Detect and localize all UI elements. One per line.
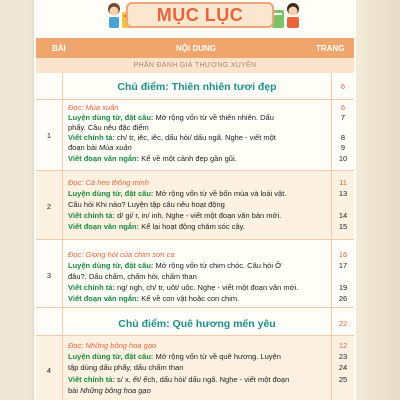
lesson-line: Đọc: Mùa xuân <box>68 103 119 112</box>
topic-row <box>36 308 354 335</box>
topic-page: 6 <box>340 82 346 91</box>
line-page: 16 <box>338 250 348 259</box>
lesson-line: Viết chính tả: d/ gi/ r, in/ inh. Nghe - viết một đoạn văn bản mới. <box>68 211 282 220</box>
line-page: 11 <box>339 178 347 187</box>
lesson-line: Viết đoạn văn ngắn: Kể lại hoạt động chăm sóc cây. <box>68 222 245 231</box>
section-band: PHẦN ĐÁNH GIÁ THƯỜNG XUYÊN <box>36 58 354 73</box>
line-page: 19 <box>338 283 348 292</box>
line-page: 9 <box>340 143 346 152</box>
lesson-line: phẩy. Câu nêu đặc điểm <box>68 123 149 132</box>
lesson-number: 4 <box>46 366 52 375</box>
line-page: 26 <box>338 294 348 303</box>
lesson-line: Viết đoạn văn ngắn: Kể về con vật hoặc con chim. <box>68 294 240 303</box>
line-page: 17 <box>338 261 348 270</box>
line-page: 14 <box>338 211 348 220</box>
lesson-line: Đọc: Giọng hót của chim sơn ca <box>68 250 175 259</box>
header-num: BÀI <box>52 44 66 53</box>
lesson-line: tập dùng dấu phẩy, dấu chấm than <box>68 363 184 372</box>
line-page: 24 <box>338 363 348 372</box>
lesson-line: bài Những bông hoa gạo <box>68 386 151 395</box>
page-edge <box>356 0 400 400</box>
header-content: NỘI DUNG <box>176 44 216 53</box>
lesson-line: Luyện dùng từ, đặt câu: Mở rộng vốn từ về bốn mùa và loài vật. <box>68 189 287 198</box>
line-page: 13 <box>338 189 348 198</box>
lesson-line: Viết chính tả: ng/ ngh, ch/ tr, uôt/ uôc. Nghe - viết một đoạn văn mới. <box>68 283 299 292</box>
lesson-row <box>36 336 354 400</box>
toc-page <box>34 0 356 400</box>
line-page: 6 <box>340 103 346 112</box>
table-header <box>36 38 354 58</box>
topic-title: Chủ điểm: Thiên nhiên tươi đẹp <box>117 81 277 93</box>
lesson-line: Đọc: Cá heo thông minh <box>68 178 149 187</box>
lesson-line: Viết chính tả: s/ x, ết/ ếch, dấu hỏi/ dấu ngã. Nghe - viết một đoạn <box>68 375 290 384</box>
lesson-line: Viết chính tả: ch/ tr, iêc, iêc, dấu hỏi/ dấu ngã. Nghe - viết một <box>68 133 276 142</box>
topic-row <box>36 73 354 99</box>
line-page: 8 <box>340 133 346 142</box>
line-page: 23 <box>338 352 348 361</box>
topic-page: 22 <box>338 319 348 328</box>
lesson-number: 1 <box>46 131 52 140</box>
lesson-number: 2 <box>46 202 52 211</box>
lesson-line: Đọc: Những bông hoa gạo <box>68 341 157 350</box>
line-page: 10 <box>338 154 348 163</box>
lesson-row <box>36 171 354 239</box>
page-title: MỤC LỤC <box>156 5 244 25</box>
lesson-line: đâu?. Dấu chấm, chấm hỏi, chấm than <box>68 272 197 281</box>
lesson-line: Luyện dùng từ, đặt câu: Mở rộng vốn từ về thiên nhiên. Dấu <box>68 113 274 122</box>
line-page: 7 <box>340 113 346 122</box>
lesson-line: đoạn bài Mùa xuân <box>68 143 132 152</box>
lesson-line: Luyện dùng từ, đặt câu: Mở rộng vốn từ chim chóc. Câu hỏi Ở <box>68 261 282 270</box>
header-page: TRANG <box>316 44 345 53</box>
topic-title: Chủ điểm: Quê hương mến yêu <box>118 318 276 330</box>
toc-title-banner <box>126 2 274 28</box>
line-page: 12 <box>338 341 348 350</box>
kids-books-icon <box>270 0 304 30</box>
line-page: 15 <box>338 222 348 231</box>
lesson-number: 3 <box>46 271 52 280</box>
lesson-row <box>36 100 354 170</box>
line-page: 25 <box>338 375 348 384</box>
lesson-line: Luyện dùng từ, đặt câu: Mở rộng vốn từ về quê hương. Luyện <box>68 352 281 361</box>
lesson-line: Viết đoạn văn ngắn: Kể về một cảnh đẹp gần gũi. <box>68 154 237 163</box>
lesson-row <box>36 240 354 307</box>
lesson-line: Câu hỏi Khi nào? Luyện tập câu nêu hoạt động <box>68 200 225 209</box>
